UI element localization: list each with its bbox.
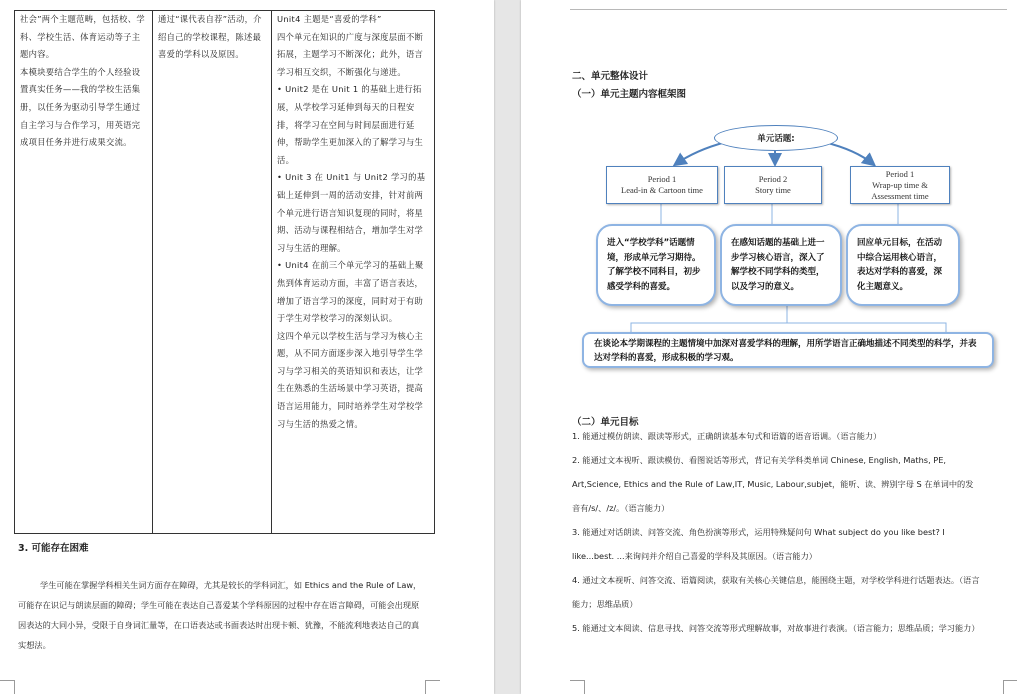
table-text: • Unit4 在前三个单元学习的基础上聚焦到体育运动方面，丰富了语言表达，增加了语言学习的深度，同时对于有助于学生对学校学习的深刻认识。 <box>277 260 424 324</box>
unit-framework-diagram <box>576 120 1000 376</box>
table-text: • Unit2 是在 Unit 1 的基础上进行拓展，从学校学习延伸到每天的日程安排，将学习在空间与时间层面进行延伸，帮助学生更加深入的了解学习与生活。 <box>277 84 424 165</box>
period-label: Period 2 <box>758 174 788 184</box>
crop-mark <box>425 680 440 694</box>
goal-item: 3. 能通过对话朗读、问答交流、角色扮演等形式，运用特殊疑问句 What subject do you like best? I like...best. ...来询问并介绍自己喜爱的学科及其原因。（语言能力） <box>572 527 945 561</box>
table-text: 通过“课代表自荐”活动，介绍自己的学校课程，陈述最喜爱的学科以及原因。 <box>158 14 262 60</box>
difficulties-paragraph: 学生可能在掌握学科相关生词方面存在障碍，尤其是较长的学科词汇，如 Ethics and the Rule of Law，可能存在识记与朗读层面的障碍；学生可能在表达自己喜爱某个学科原因的过程中存在语言障碍，可能会出现原因表达的大同小异，受限于自身词汇量等，在口语表达或书面表达时出现卡顿、犹豫，不能流利地表达自己的真实想法。 <box>18 580 422 650</box>
table-cell-theme <box>15 11 153 534</box>
table-cell-units <box>272 11 435 534</box>
period-stage: Wrap-up time & <box>872 179 928 190</box>
crop-mark <box>570 680 585 694</box>
goal-item: 1. 能通过模仿朗读、跟读等形式，正确朗读基本句式和语篇的语音语调。（语言能力） <box>572 431 882 441</box>
arrow-to-period-1 <box>676 142 726 164</box>
unit-summary-box: 在谈论本学期课程的主题情境中加深对喜爱学科的理解，用所学语言正确地描述不同类型的科学，并表达对学科的喜爱，形成积极的学习观。 <box>582 332 994 368</box>
crop-mark <box>0 680 15 694</box>
bracket-line <box>631 323 946 332</box>
table-text: 四个单元在知识的广度与深度层面不断拓展，主题学习不断深化；此外，语言学习相互交织，不断强化与递进。 <box>277 31 424 77</box>
goal-item: 2. 能通过文本视听、跟读模仿、看图说话等形式，背记有关学科类单词 Chinese, English, Maths, PE, Art,Science, Ethics and the Rule of Law,IT, Music, Labour,subjet，能听、读、辨别字母 S 在单词中的发音有/s/、/z/。（语言能力） <box>572 455 974 513</box>
document-page-left <box>0 0 494 694</box>
table-text: • Unit 3 在 Unit1 与 Unit2 学习的基础上延伸到一周的活动安排，针对前两个单元进行语言知识复现的同时，将星期、活动与课程相结合，增加学生对学习与生活的理解。 <box>277 172 426 253</box>
table-text: Unit4 主题是“喜爱的学科” <box>277 14 382 24</box>
period-1-description: 进入“学校学科”话题情境，形成单元学习期待。了解学校不同科目，初步感受学科的喜爱。 <box>596 224 716 306</box>
table-cell-task <box>153 11 272 534</box>
section-heading-difficulties: 3. 可能存在困难 <box>18 543 89 554</box>
table-text: 社会”两个主题范畴，包括校、学科、学校生活、体育运动等子主题内容。 <box>20 14 145 60</box>
period-3-description: 回应单元目标，在活动中综合运用核心语言，表达对学科的喜爱，深化主题意义。 <box>846 224 960 306</box>
subheading-goals: （二）单元目标 <box>572 417 639 428</box>
period-label: Period 1 <box>647 174 677 184</box>
table-text: 这四个单元以学校生活与学习为核心主题，从不同方面逐步深入地引导学生学习与学习相关的英语知识和表达，让学生在熟悉的生活场景中学习英语，提高语言运用能力，同时培养学生对学校学习与生活的热爱之情。 <box>277 330 424 429</box>
period-stage: Story time <box>755 185 791 195</box>
goal-item: 4. 通过文本视听、问答交流、语篇阅读，获取有关核心关键信息，能围绕主题，对学校学科进行话题表达。（语言能力；思维品质） <box>572 575 980 609</box>
header-rule <box>570 9 1007 10</box>
period-3-box <box>850 166 950 204</box>
table-text: 本模块要结合学生的个人经验设置真实任务——我的学校生活集册，以任务为驱动引导学生通过自主学习与合作学习，用英语完成项目任务并进行成果交流。 <box>20 66 141 148</box>
period-2-description: 在感知话题的基础上进一步学习核心语言，深入了解学校不同学科的类型，以及学习的意义。 <box>720 224 842 306</box>
crop-mark <box>1003 680 1017 694</box>
period-1-box <box>606 166 718 204</box>
period-stage: Assessment time <box>871 190 929 201</box>
period-2-box <box>724 166 822 204</box>
subheading-framework: （一）单元主题内容框架图 <box>572 89 687 100</box>
section-heading-unit-design: 二、单元整体设计 <box>572 71 649 82</box>
unit-analysis-table <box>14 10 435 534</box>
unit-topic-ellipse: 单元话题: <box>714 125 838 151</box>
period-label: Period 1 <box>885 168 915 179</box>
period-stage: Lead-in & Cartoon time <box>621 185 703 195</box>
arrow-to-period-3 <box>824 142 873 164</box>
goal-item: 5. 能通过文本阅读、信息寻找、问答交流等形式理解故事，对故事进行表演。（语言能力；思维品质；学习能力） <box>572 623 980 633</box>
